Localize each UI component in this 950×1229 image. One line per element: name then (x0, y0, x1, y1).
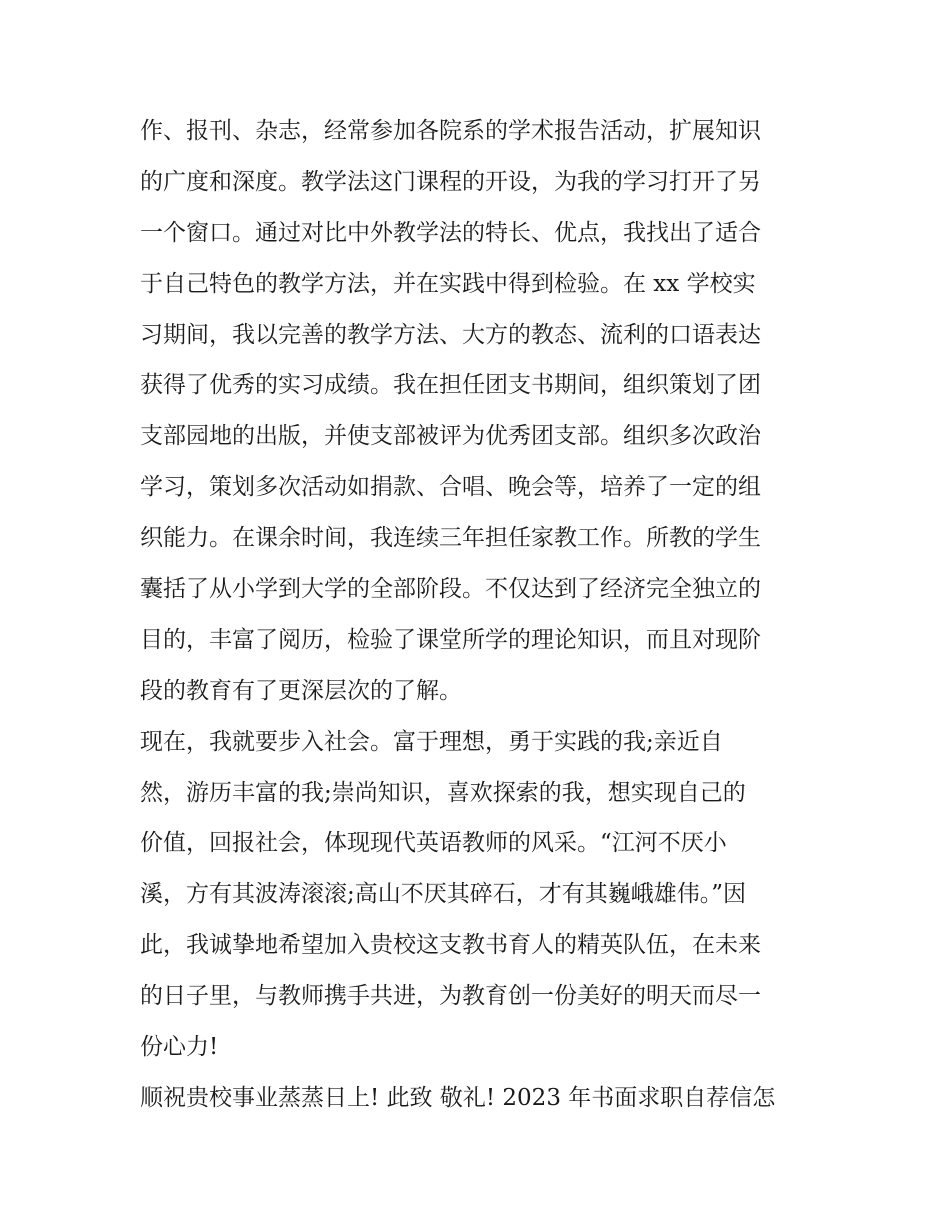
text-line: 习期间，我以完善的教学方法、大方的教态、流利的口语表达 (140, 321, 761, 348)
text-line: 目的，丰富了阅历，检验了课堂所学的理论知识，而且对现阶 (140, 626, 761, 653)
text-line: 作、报刊、杂志，经常参加各院系的学术报告活动，扩展知识 (140, 118, 761, 144)
text-line: 囊括了从小学到大学的全部阶段。不仅达到了经济完全独立的 (140, 576, 761, 603)
text-line: 份心力! (140, 1034, 219, 1061)
text-line: 支部园地的出版，并使支部被评为优秀团支部。组织多次政治 (140, 423, 761, 450)
text-line: 一个窗口。通过对比中外教学法的特长、优点，我找出了适合 (140, 219, 761, 246)
text-line: 于自己特色的教学方法，并在实践中得到检验。在 xx 学校实 (140, 270, 756, 297)
text-line: 织能力。在课余时间，我连续三年担任家教工作。所教的学生 (140, 525, 761, 552)
text-line: 溪，方有其波涛滚滚;高山不厌其碎石，才有其巍峨雄伟。”因 (140, 881, 747, 908)
text-line: 现在，我就要步入社会。富于理想，勇于实践的我;亲近自 (140, 728, 723, 755)
text-line: 然，游历丰富的我;崇尚知识，喜欢探索的我，想实现自己的 (140, 779, 746, 806)
text-line: 的日子里，与教师携手共进，为教育创一份美好的明天而尽一 (140, 983, 761, 1010)
text-line: 的广度和深度。教学法这门课程的开设，为我的学习打开了另 (140, 168, 761, 195)
text-line: 价值，回报社会，体现现代英语教师的风采。“江河不厌小 (140, 830, 727, 857)
document-body (140, 106, 815, 1124)
text-line: 学习，策划多次活动如捐款、合唱、晚会等，培养了一定的组 (140, 474, 761, 501)
text-line: 此，我诚挚地希望加入贵校这支教书育人的精英队伍，在未来 (140, 932, 761, 959)
text-line: 顺祝贵校事业蒸蒸日上! 此致 敬礼! 2023 年书面求职自荐信怎 (140, 1084, 776, 1111)
text-line: 段的教育有了更深层次的了解。 (140, 677, 462, 704)
text-line: 获得了优秀的实习成绩。我在担任团支书期间，组织策划了团 (140, 372, 761, 399)
